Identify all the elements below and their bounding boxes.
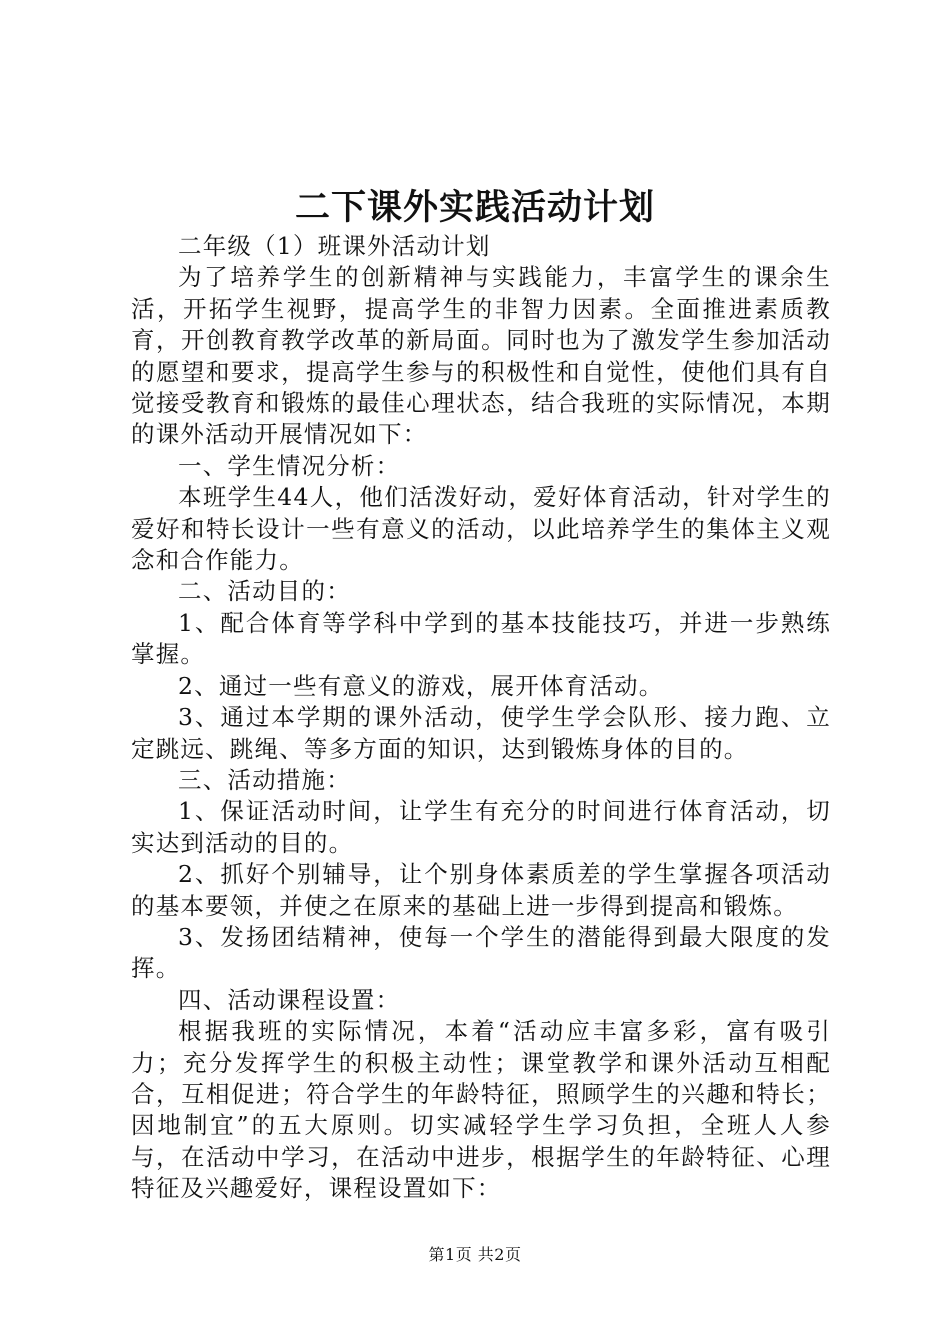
section-heading-activity-goals: 二、活动目的： <box>178 577 351 606</box>
section-heading-student-analysis: 一、学生情况分析： <box>178 451 401 480</box>
paragraph-student-analysis: 本班学生44人，他们活泼好动，爱好体育活动，针对学生的爱好和特长设计一些有意义的活动，以此培养学生的集体主义观念和合作能力。 <box>131 483 831 575</box>
list-item-goal-2: 2、通过一些有意义的游戏，展开体育活动。 <box>178 671 664 700</box>
paragraph-introduction: 为了培养学生的创新精神与实践能力，丰富学生的课余生活，开拓学生视野，提高学生的非智力因素。全面推进素质教育，开创教育教学改革的新局面。同时也为了激发学生参加活动的愿望和要求，提高学生参与的积极性和自觉性，使他们具有自觉接受教育和锻炼的最佳心理状态，结合我班的实际情况，本期的课外活动开展情况如下： <box>131 263 831 449</box>
list-item-measure-1: 1、保证活动时间，让学生有充分的时间进行体育活动，切实达到活动的目的。 <box>131 797 831 857</box>
paragraph-course-setup: 根据我班的实际情况，本着“活动应丰富多彩，富有吸引力；充分发挥学生的积极主动性；课堂教学和课外活动互相配合，互相促进；符合学生的年龄特征，照顾学生的兴趣和特长；因地制宜”的五大原则。切实减轻学生学习负担，全班人人参与，在活动中学习，在活动中进步，根据学生的年龄特征、心理特征及兴趣爱好，课程设置如下： <box>131 1017 831 1203</box>
list-item-measure-3: 3、发扬团结精神，使每一个学生的潜能得到最大限度的发挥。 <box>131 922 831 983</box>
document-title: 二下课外实践活动计划 <box>294 188 655 228</box>
paragraph-class-plan-heading: 二年级（1）班课外活动计划 <box>178 232 491 260</box>
section-heading-course-setup: 四、活动课程设置： <box>178 985 401 1014</box>
document-body <box>131 231 831 1205</box>
section-heading-activity-measures: 三、活动措施： <box>178 765 351 794</box>
list-item-measure-2: 2、抓好个别辅导，让个别身体素质差的学生掌握各项活动的基本要领，并使之在原来的基础上进一步得到提高和锻炼。 <box>131 860 831 920</box>
page-footer: 第1页 共2页 <box>428 1245 522 1264</box>
list-item-goal-3: 3、通过本学期的课外活动，使学生学会队形、接力跑、立定跳远、跳绳、等多方面的知识，达到锻炼身体的目的。 <box>131 703 831 763</box>
list-item-goal-1: 1、配合体育等学科中学到的基本技能技巧，并进一步熟练掌握。 <box>131 608 831 669</box>
